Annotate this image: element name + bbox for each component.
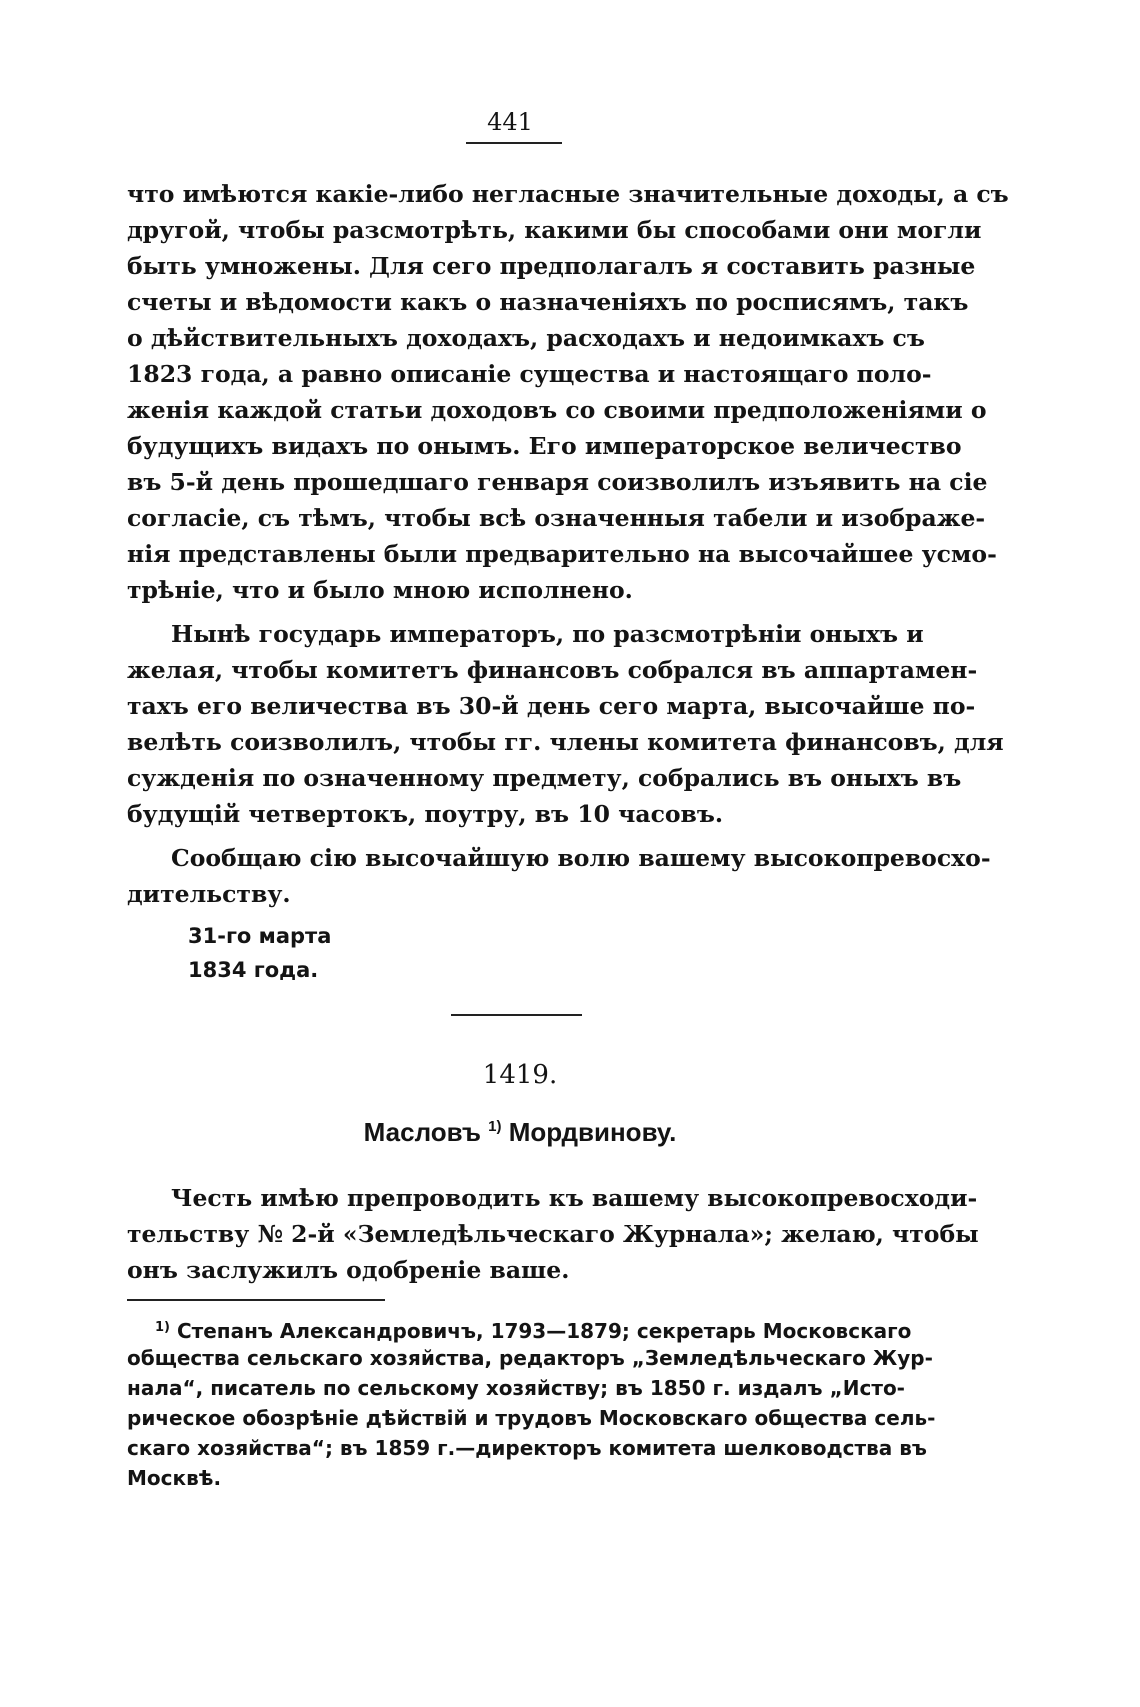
body-line: женія каждой статьи доходовъ со своими предположеніями о xyxy=(127,396,987,424)
body-line: счеты и вѣдомости какъ о назначеніяхъ по росписямъ, такъ xyxy=(127,288,969,316)
title-footnote-ref: 1) xyxy=(488,1118,502,1135)
footnote-line xyxy=(155,1314,912,1345)
date-line: 1834 года. xyxy=(188,958,319,982)
document-number: 1419. xyxy=(482,1060,558,1090)
body-line: что имѣются какіе-либо негласные значительные доходы, а съ xyxy=(127,180,1009,208)
footnote-line: Москвѣ. xyxy=(127,1466,222,1490)
title-sender: Масловъ xyxy=(363,1117,481,1147)
body-line: въ 5-й день прошедшаго генваря соизволилъ изъявить на сіе xyxy=(127,468,988,496)
date-line: 31-го марта xyxy=(188,924,332,948)
letter-line: тельству № 2-й «Земледѣльческаго Журнала»; желаю, чтобы xyxy=(127,1220,979,1248)
letter-line: онъ заслужилъ одобреніе ваше. xyxy=(127,1256,570,1284)
letter-line: Честь имѣю препроводить къ вашему высокопревосходи- xyxy=(171,1184,978,1212)
footnote-line: рическое обозрѣніе дѣйствій и трудовъ Московскаго общества сель- xyxy=(127,1406,936,1430)
body-line: велѣть соизволилъ, чтобы гг. члены комитета финансовъ, для xyxy=(127,728,1004,756)
footnote-line: нала“, писатель по сельскому хозяйству; въ 1850 г. издалъ „Исто- xyxy=(127,1376,905,1400)
document-title xyxy=(300,1117,740,1148)
title-recipient: Мордвинову. xyxy=(508,1117,677,1147)
body-line: сужденія по означенному предмету, собрались въ оныхъ въ xyxy=(127,764,962,792)
body-line: трѣніе, что и было мною исполнено. xyxy=(127,576,633,604)
body-line: будущій четвертокъ, поутру, въ 10 часовъ. xyxy=(127,800,724,828)
body-line: согласіе, съ тѣмъ, чтобы всѣ означенныя табели и изображе- xyxy=(127,504,986,532)
body-line: будущихъ видахъ по онымъ. Его императорское величество xyxy=(127,432,962,460)
footnote-line: скаго хозяйства“; въ 1859 г.—директоръ комитета шелководства въ xyxy=(127,1436,927,1460)
body-line: Сообщаю сію высочайшую волю вашему высокопревосхо- xyxy=(171,844,991,872)
body-line: другой, чтобы разсмотрѣть, какими бы способами они могли xyxy=(127,216,982,244)
body-line: дительству. xyxy=(127,880,291,908)
body-line: 1823 года, а равно описаніе существа и настоящаго поло- xyxy=(127,360,932,388)
body-line: быть умножены. Для сего предполагалъ я составить разные xyxy=(127,252,976,280)
footnote-marker: 1) xyxy=(155,1320,170,1335)
section-separator xyxy=(451,1014,582,1016)
body-line: тахъ его величества въ 30-й день сего марта, высочайше по- xyxy=(127,692,976,720)
body-line: желая, чтобы комитетъ финансовъ собрался въ аппартамен- xyxy=(127,656,978,684)
body-line: Нынѣ государь императоръ, по разсмотрѣніи оныхъ и xyxy=(171,620,924,648)
footnote-text: Степанъ Александровичъ, 1793—1879; секретарь Московскаго xyxy=(176,1319,912,1343)
footnote-rule xyxy=(127,1299,385,1301)
page-number-rule xyxy=(466,142,562,144)
body-line: о дѣйствительныхъ доходахъ, расходахъ и недоимкахъ съ xyxy=(127,324,925,352)
footnote-line: общества сельскаго хозяйства, редакторъ „Земледѣльческаго Жур- xyxy=(127,1346,933,1370)
body-line: нія представлены были предварительно на высочайшее усмо- xyxy=(127,540,997,568)
page-number: 441 xyxy=(487,108,533,136)
